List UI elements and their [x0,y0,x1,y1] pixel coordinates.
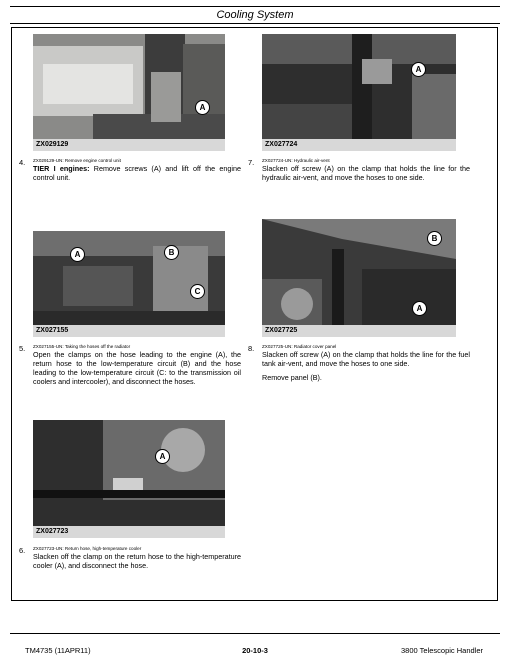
figure-caption: ZX027155-UN: Taking the hoses off the radiator [33,344,131,349]
photo-id: ZX027723 [33,526,225,538]
photo-step-8 [262,219,456,337]
step-text: Remove screws (A) and lift off the engine control unit. [33,164,241,182]
step-7 [248,158,470,182]
step-6 [19,546,241,570]
photo-id: ZX029129 [33,139,225,151]
step-text: Open the clamps on the hose leading to the engine (A), the return hose to the low-temperature circuit (B) and the hose leading to the low-temperature circuit (C: to the transmission oil coolers and intercooler), and disconnect the hoses. [33,350,241,386]
step-4 [19,158,241,182]
callout-c: C [190,284,205,299]
footer-product: 3800 Telescopic Handler [401,646,483,655]
step-number: 6. [19,546,26,555]
footer-doc-id: TM4735 (11APR11) [25,646,91,655]
step-text: Slacken off the clamp on the return hose to the high-temperature cooler (A), and disconnect the hose. [33,552,241,570]
photo-id: ZX027724 [262,139,456,151]
callout-a: A [70,247,85,262]
step-text-2: Remove panel (B). [262,373,322,382]
page-title: Cooling System [216,9,294,21]
step-number: 7. [248,158,255,167]
callout-b: B [427,231,442,246]
step-number: 8. [248,344,255,353]
figure-caption: ZX029129-UN: Remove engine control unit [33,158,121,163]
step-number: 5. [19,344,26,353]
figure-caption: ZX027725-UN: Radiator cover panel [262,344,337,349]
callout-a: A [155,449,170,464]
figure-caption: ZX027723-UN: Return hose, high-temperature cooler [33,546,142,551]
step-8 [248,344,470,382]
callout-a: A [195,100,210,115]
footer-page-number: 20-10-3 [242,646,268,655]
photo-step-6 [33,420,225,538]
callout-b: B [164,245,179,260]
photo-step-4 [33,34,225,151]
photo-step-5 [33,231,225,337]
photo-id: ZX027725 [262,325,456,337]
footer-rule [10,633,500,634]
header-top-rule [10,6,500,7]
step-number: 4. [19,158,26,167]
figure-caption: ZX027724-UN: Hydraulic air-vent [262,158,330,163]
callout-a: A [411,62,426,77]
photo-id: ZX027155 [33,325,225,337]
step-5 [19,344,241,386]
header-bottom-rule [10,23,500,24]
photo-step-7 [262,34,456,151]
step-text: Slacken off screw (A) on the clamp that holds the line for the hydraulic air-vent, and move the hoses to one side. [262,164,470,182]
callout-a: A [412,301,427,316]
step-text: Slacken off screw (A) on the clamp that holds the line for the fuel tank air-vent, and move the hoses to one side. [262,350,470,368]
step-lead: TIER I engines: [33,164,90,173]
